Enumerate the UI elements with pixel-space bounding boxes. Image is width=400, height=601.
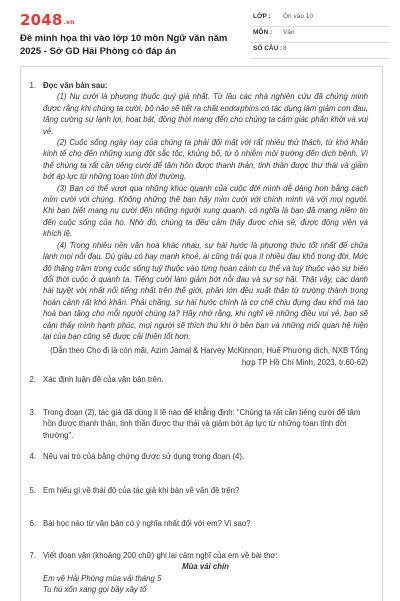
page-title: Đề minh họa thi vào lớp 10 môn Ngữ văn năm 2025 - Sở GD Hải Phòng có đáp án xyxy=(20,33,228,57)
question-text: Xác định luận đề của văn bản trên. xyxy=(43,375,164,384)
question-text: Viết đoạn văn (khoảng 200 chữ) ghi lại cảm nghĩ của em về bài thơ: xyxy=(43,551,278,560)
question-text: Trong đoạn (2), tác giả đã dùng lí lẽ nào để khẳng định: “Chúng ta rất cần tiếng cười để tâm hồn được thanh thản, tinh thần được thư thái và giảm bớt áp lực từ những toan tính đời thường”. xyxy=(43,408,361,440)
question-number: 7. xyxy=(29,551,36,560)
info-key: SỐ CÂU : xyxy=(253,45,283,52)
info-value: 8 xyxy=(283,45,287,52)
reading-passage xyxy=(43,91,368,368)
info-key: LỚP : xyxy=(253,13,271,20)
passage-paragraph-3: (3) Bạn có thể vượt qua những khúc quanh của cuộc đời mình dễ dàng hơn bằng cách mỉm cười với chúng. Không những thế bạn hãy mỉm cười với chính mình và với mọi người. Khi bạn biết mang nụ cười đến những người xung quanh, có nghĩa là bạn đã mang niềm tin đến cuộc sống của họ. Nhờ đó, chúng ta đều cảm thấy được chia sẻ, được động viên và khích lệ. xyxy=(43,183,368,239)
site-logo[interactable] xyxy=(20,11,75,29)
logo-tld: .vn xyxy=(63,19,75,26)
question-sheet xyxy=(20,66,383,601)
passage-paragraph-2: (2) Cuộc sống ngày nay của chúng ta phải đối mặt với rất nhiều thử thách, từ khó khăn kinh tế cho đến những xung đột sắc tộc, khủng bố, từ ô nhiễm môi trường đến dịch bệnh. Vì thế chúng ta rất cần tiếng cười để tâm hồn được thanh thản, tinh thần được thư thái và giảm bớt áp lực từ những toan tính đời thường. xyxy=(43,138,368,182)
passage-reference: (Dẫn theo Cho đi là còn mãi, Azim Jamal & Harvey McKinnon, Huế Phương dịch, NXB Tổng hợp TP Hồ Chí Minh, 2023, tr.60-62) xyxy=(50,346,368,367)
info-table xyxy=(250,11,390,59)
info-row-count xyxy=(250,43,390,59)
passage-paragraph-1: (1) Nụ cười là phương thuốc quý giá nhất. Từ lâu các nhà nghiên cứu đã chứng minh được rằng khi chúng ta cười, bộ não sẽ tiết ra chất endorphins có tác dụng làm giảm cơn đau, tăng cường sự lạnh lợi, hoạt bát, đồng thời mang đến cho chúng ta cảm giác phấn khởi và vui vẻ. xyxy=(43,92,368,136)
question-number: 5. xyxy=(29,486,36,495)
poem-line: Em về Hải Phòng mùa vải tháng 5 xyxy=(43,573,162,583)
question-number: 1. xyxy=(29,81,36,90)
question-number: 6. xyxy=(29,519,36,528)
poem-title: Mùa vải chín xyxy=(182,562,229,572)
question-text: Bài học nào từ văn bản có ý nghĩa nhất đối với em? Vì sao? xyxy=(43,519,251,528)
poem-line: Tu hú xốn xang gọi bầy xây tổ xyxy=(43,585,147,595)
question-label: Đọc văn bản sau: xyxy=(43,81,108,90)
info-value: Ôn vào 10 xyxy=(283,13,313,20)
question-body xyxy=(43,550,368,596)
info-row-class xyxy=(250,11,390,27)
header xyxy=(0,0,400,66)
info-row-subject xyxy=(250,27,390,43)
question-number: 2. xyxy=(29,375,36,384)
question-text: Em hiểu gì về thái độ của tác giả khi bàn về vấn đề trên? xyxy=(43,486,240,495)
question-body xyxy=(43,80,368,368)
question-number: 4. xyxy=(29,452,36,461)
info-key: MÔN : xyxy=(253,29,273,36)
passage-paragraph-4: (4) Trong nhiều nền văn hoá khác nhau, sự hài hước là phương thức tốt nhất để chữa lành mọi nỗi đau. Dù giàu có hay mạnh khoẻ, ai cũng trải qua ít nhiều đau khổ trong đời. Mức độ thăng trầm trong cuộc sống tuỳ thuộc vào từng hoàn cảnh cụ thể và tuỳ thuộc vào sự biến đổi thời cuộc ở quanh ta. Tiếng cười làm giảm bớt nỗi đau và sự sợ hãi. Thật vậy, các danh hài tuyệt vời nhất nổi tiếng nhất trên thế giới, phần lớn đều xuất thân từ trường thành trong hoàn cảnh rất khó khăn. Phải chăng, sự hài hước chính là cơ chế chịu đựng đau khổ mà tạo hoá ban tặng cho mỗi người chúng ta? Hãy nhớ rằng, khi nghĩ về những điều vui vẻ, bạn sẽ cảm thấy mình hạnh phúc, mọi người sẽ thích thú khi ở bên bạn và những mối quan hệ hiện tại của bạn cũng sẽ được cải thiện tốt hơn. xyxy=(43,240,368,341)
question-number: 3. xyxy=(29,408,36,417)
info-value: Văn xyxy=(283,29,295,36)
logo-text: 2048 xyxy=(20,11,63,29)
question-text: Nêu vai trò của bằng chứng được sử dụng trong đoạn (4). xyxy=(43,452,245,461)
